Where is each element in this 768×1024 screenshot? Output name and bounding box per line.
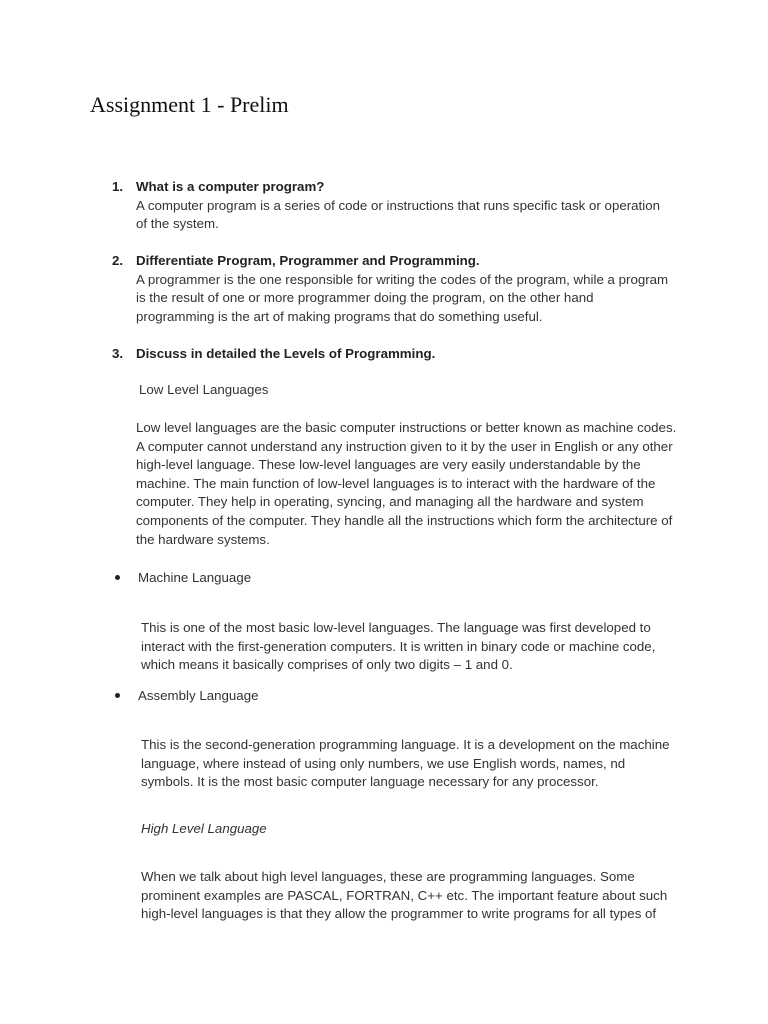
question-2-title: Differentiate Program, Programmer and Programming. [136, 253, 480, 268]
bullet-dot-icon [115, 575, 120, 580]
bullet-label: Assembly Language [138, 688, 259, 703]
high-level-heading: High Level Language [141, 821, 267, 836]
question-2-number: 2. [112, 253, 124, 268]
low-level-paragraph: Low level languages are the basic computer instructions or better known as machine codes. A computer cannot understand any instruction given to it by the user in English or any other high-level language. These low-level languages are very easily understandable by the machine. The main function of low-level languages is to interact with the hardware of the computer. They help in operating, syncing, and managing all the hardware and system components of the computer. They handle all the instructions which form the architecture of the hardware systems. [136, 420, 677, 547]
question-1-answer: A computer program is a series of code or instructions that runs specific task or operation of the system. [136, 197, 660, 232]
assembly-language-paragraph: This is the second-generation programming language. It is a development on the machine language, where instead of using only numbers, we use English words, names, nd symbols. It is the most basic computer language necessary for any processor. [141, 737, 670, 790]
question-2-answer: A programmer is the one responsible for writing the codes of the program, while a program is the result of one or more programmer doing the program, on the other hand programming is the art of making programs that do something useful. [136, 271, 669, 324]
question-1-title: What is a computer program? [136, 179, 325, 194]
question-1-number: 1. [112, 179, 124, 194]
question-1 [112, 178, 672, 234]
question-3-title: Discuss in detailed the Levels of Programming. [136, 346, 436, 361]
question-3 [112, 345, 672, 364]
bullet-label: Machine Language [138, 570, 252, 585]
high-level-paragraph: When we talk about high level languages, these are programming languages. Some prominent examples are PASCAL, FORTRAN, C++ etc. The important feature about such high-level languages is that they allow the programmer to write programs for all types of [141, 869, 668, 922]
machine-language-paragraph: This is one of the most basic low-level languages. The language was first developed to interact with the first-generation computers. It is written in binary code or machine code, which means it basically comprises of only two digits – 1 and 0. [141, 620, 656, 673]
low-level-heading: Low Level Languages [139, 382, 269, 397]
document-title: Assignment 1 - Prelim [90, 92, 289, 117]
bullet-machine-language [115, 570, 251, 585]
bullet-assembly-language [115, 688, 259, 703]
question-3-number: 3. [112, 346, 124, 361]
question-2 [112, 252, 672, 326]
bullet-dot-icon [115, 693, 120, 698]
